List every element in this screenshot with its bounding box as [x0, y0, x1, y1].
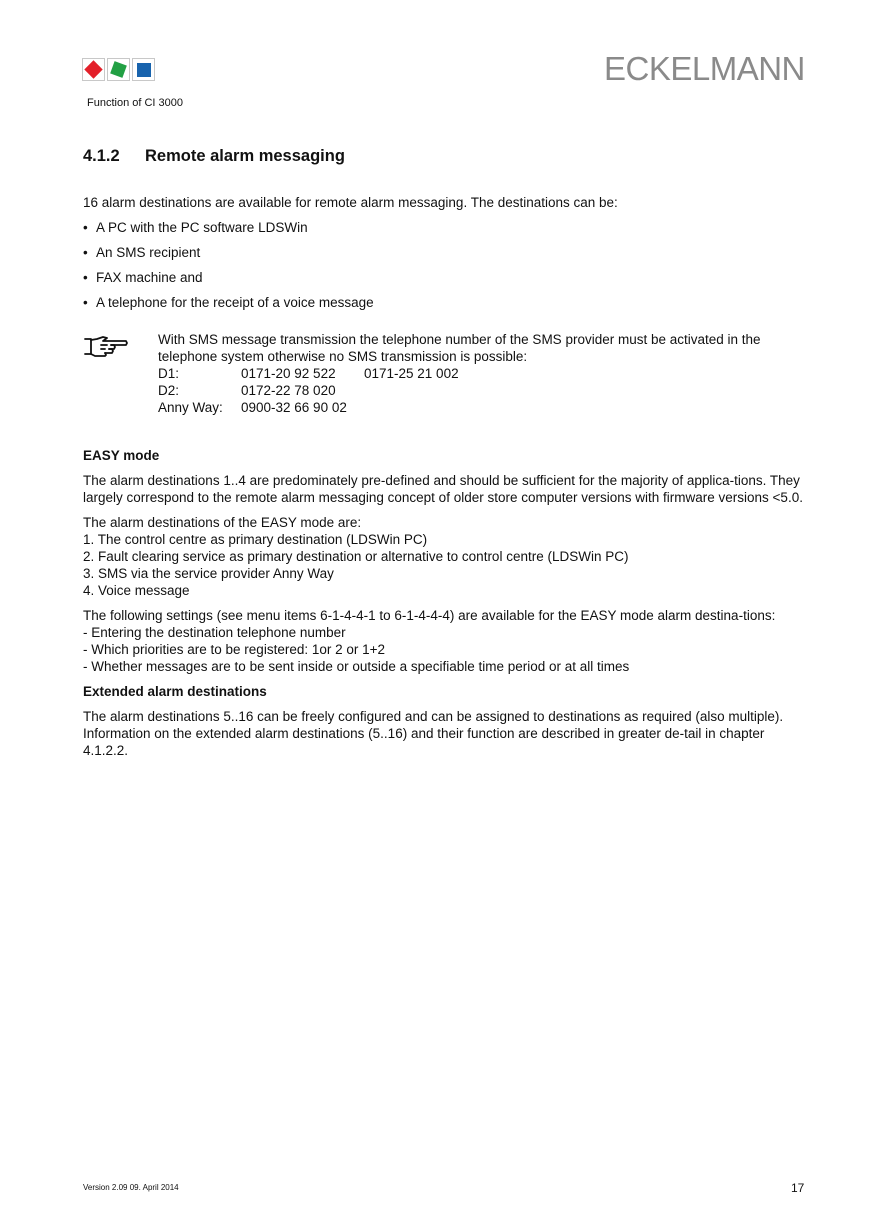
easy-settings-list — [83, 607, 803, 675]
list-intro: The alarm destinations of the EASY mode are: — [83, 515, 362, 530]
easy-mode-section — [83, 447, 803, 759]
section-number: 4.1.2 — [83, 147, 120, 165]
note-box — [158, 331, 798, 416]
extended-paragraph: The alarm destinations 5..16 can be freely configured and can be assigned to destinations as required (also multiple). Information on the extended alarm destinations (5..16) and their function are described in greater de-tail in chapter 4.1.2.2. — [83, 709, 784, 758]
pointing-hand-icon — [83, 335, 129, 357]
extended-heading: Extended alarm destinations — [83, 684, 267, 699]
section-heading — [83, 147, 345, 166]
logo-blue-square — [137, 63, 151, 77]
list-item: - Which priorities are to be registered: 1or 2 or 1+2 — [83, 642, 386, 657]
list-item: - Whether messages are to be sent inside or outside a specifiable time period or at all times — [83, 659, 630, 674]
logo-green-square — [110, 61, 127, 78]
table-row: D2: 0172-22 78 020 — [158, 383, 336, 398]
settings-intro: The following settings (see menu items 6-1-4-4-1 to 6-1-4-4-4) are available for the EASY mode alarm destina-tions: — [83, 608, 776, 623]
list-item: 4. Voice message — [83, 583, 190, 598]
list-item: • An SMS recipient — [83, 245, 201, 260]
logo-red-square — [84, 60, 102, 78]
list-item: 1. The control centre as primary destination (LDSWin PC) — [83, 532, 428, 547]
easy-mode-heading: EASY mode — [83, 448, 160, 463]
table-row: Anny Way: 0900-32 66 90 02 — [158, 400, 347, 415]
easy-destinations-list — [83, 514, 803, 599]
table-row: D1: 0171-20 92 522 0171-25 21 002 — [158, 366, 459, 381]
list-item: • A telephone for the receipt of a voice message — [83, 295, 374, 310]
list-item: 3. SMS via the service provider Anny Way — [83, 566, 334, 581]
easy-mode-paragraph: The alarm destinations 1..4 are predominately pre-defined and should be sufficient for the majority of applica-tions. They largely correspond to the remote alarm messaging concept of older store computer versions with firmware versions <5.0. — [83, 473, 803, 505]
destination-list — [83, 219, 374, 319]
company-logo — [82, 58, 156, 84]
section-title: Remote alarm messaging — [145, 147, 345, 165]
intro-paragraph: 16 alarm destinations are available for remote alarm messaging. The destinations can be: — [83, 195, 618, 210]
footer-version: Version 2.09 09. April 2014 — [83, 1183, 179, 1192]
page-number: 17 — [791, 1181, 805, 1195]
brand-name: ECKELMANN — [604, 50, 805, 87]
provider-number-table — [158, 365, 459, 416]
list-item: • A PC with the PC software LDSWin — [83, 220, 308, 235]
list-item: • FAX machine and — [83, 270, 203, 285]
list-item: - Entering the destination telephone number — [83, 625, 346, 640]
list-item: 2. Fault clearing service as primary destination or alternative to control centre (LDSWin PC) — [83, 549, 629, 564]
document-subtitle: Function of CI 3000 — [87, 97, 184, 109]
note-text: With SMS message transmission the telephone number of the SMS provider must be activated in the telephone system otherwise no SMS transmission is possible: — [158, 332, 761, 364]
